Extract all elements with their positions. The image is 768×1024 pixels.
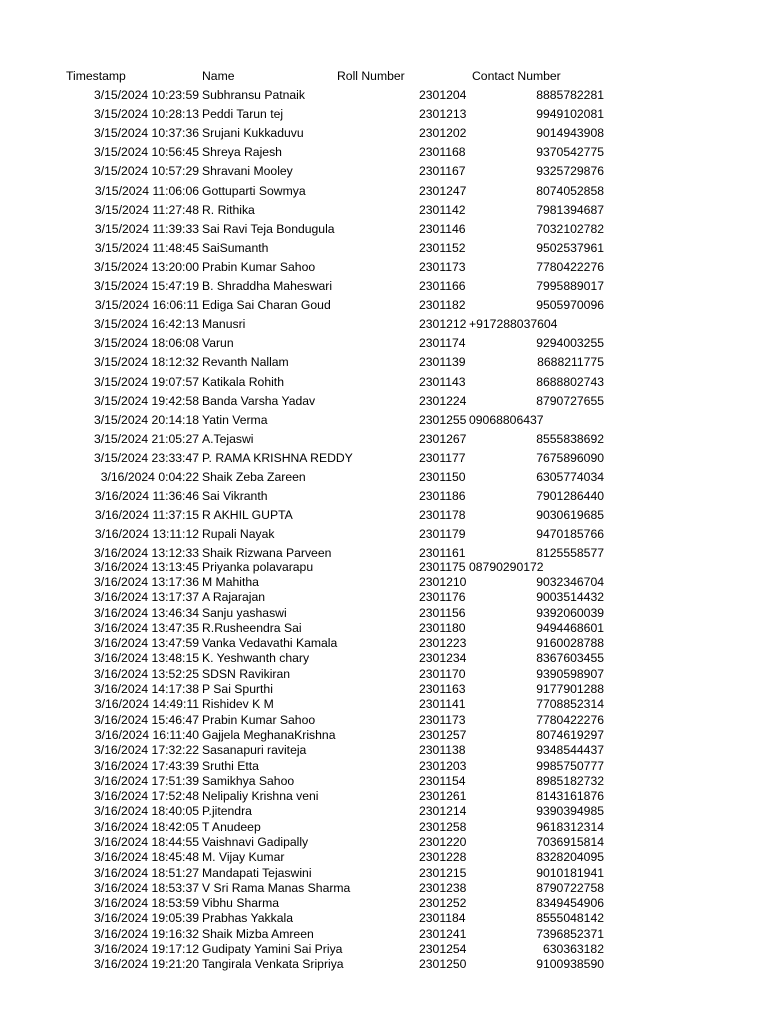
cell-timestamp: 3/15/2024 16:06:11	[94, 298, 199, 313]
table-row	[0, 88, 768, 103]
header-timestamp: Timestamp	[66, 69, 126, 83]
cell-timestamp: 3/15/2024 11:39:33	[94, 221, 199, 236]
cell-roll-number: 2301141	[419, 697, 466, 712]
cell-roll-number: 2301250	[419, 957, 467, 972]
cell-roll-number: 2301154	[419, 773, 466, 788]
cell-name: Sai Ravi Teja Bondugula	[202, 221, 335, 236]
table-row	[0, 355, 768, 370]
cell-name: Srujani Kukkaduvu	[202, 126, 304, 141]
cell-roll-number: 2301139	[419, 355, 466, 370]
cell-name: Nelipaliy Krishna veni	[202, 789, 319, 804]
table-row	[0, 260, 768, 275]
cell-roll-number: 2301215	[419, 865, 467, 880]
cell-timestamp: 3/16/2024 18:51:27	[93, 865, 199, 880]
cell-name: A.Tejaswi	[202, 431, 254, 446]
table-row	[0, 184, 768, 199]
cell-name: M Mahitha	[202, 575, 259, 589]
cell-name: Sanju yashaswi	[202, 605, 287, 620]
table-row	[0, 560, 768, 575]
cell-name: Vanka Vedavathi Kamala	[202, 636, 338, 651]
cell-timestamp: 3/16/2024 19:17:12	[93, 942, 199, 956]
cell-contact-number: 7032102782	[536, 221, 604, 236]
cell-timestamp: 3/16/2024 18:44:55	[93, 834, 199, 849]
cell-timestamp: 3/16/2024 19:05:39	[93, 911, 199, 926]
cell-contact-number: 8688211775	[537, 355, 604, 370]
cell-roll-number: 2301146	[419, 221, 466, 236]
cell-roll-number: 2301167	[419, 164, 466, 179]
cell-timestamp: 3/16/2024 18:53:37	[93, 880, 199, 895]
cell-contact-number: 8328204095	[536, 850, 604, 865]
cell-contact-number: 7780422276	[536, 712, 604, 727]
table-row	[0, 107, 768, 122]
cell-timestamp: 3/16/2024 17:43:39	[93, 758, 199, 773]
cell-roll-number: 2301174	[419, 336, 466, 351]
cell-timestamp: 3/16/2024 13:12:33	[93, 546, 199, 561]
cell-timestamp: 3/15/2024 23:33:47	[93, 450, 199, 465]
cell-roll-number: 2301186	[419, 489, 466, 504]
cell-timestamp: 3/15/2024 11:27:48	[94, 202, 199, 217]
cell-name: Peddi Tarun tej	[202, 107, 284, 122]
table-row	[0, 774, 768, 789]
table-row	[0, 508, 768, 523]
cell-contact-number: 9494468601	[536, 620, 604, 635]
cell-name: Rupali Nayak	[202, 527, 275, 542]
cell-contact-number: 8688802743	[536, 374, 604, 389]
cell-name: Sruthi Etta	[202, 758, 259, 773]
table-row	[0, 957, 768, 972]
cell-roll-number: 2301213	[419, 107, 467, 122]
cell-roll-number: 2301257	[419, 727, 467, 742]
cell-name: Mandapati Tejaswini	[202, 865, 312, 880]
cell-contact-number: 7036915814	[536, 834, 604, 849]
cell-timestamp: 3/15/2024 11:48:45	[94, 240, 199, 255]
cell-roll-number: 2301176	[419, 590, 466, 605]
cell-contact-number: 9030619685	[536, 508, 604, 523]
cell-roll-number: 2301138	[419, 743, 466, 758]
cell-timestamp: 3/16/2024 19:16:32	[93, 926, 199, 941]
cell-contact-number: 9003514432	[536, 590, 604, 605]
table-row	[0, 489, 768, 504]
header-name: Name	[202, 69, 235, 83]
cell-timestamp: 3/15/2024 10:56:45	[93, 145, 199, 160]
cell-contact-number: 9032346704	[536, 575, 604, 589]
cell-contact-number: 9010181941	[536, 865, 604, 880]
cell-contact-number: 7780422276	[536, 259, 604, 274]
cell-name: Varun	[202, 336, 234, 351]
cell-timestamp: 3/16/2024 13:52:25	[93, 666, 199, 681]
cell-contact-number: 7396852371	[536, 926, 604, 941]
table-row	[0, 636, 768, 651]
cell-timestamp: 3/16/2024 17:52:48	[93, 789, 199, 804]
cell-timestamp: 3/15/2024 10:57:29	[93, 164, 199, 179]
cell-timestamp: 3/16/2024 17:51:39	[93, 773, 199, 788]
cell-name: A Rajarajan	[202, 590, 266, 605]
table-row	[0, 241, 768, 256]
cell-name: Prabin Kumar Sahoo	[202, 259, 316, 274]
cell-timestamp: 3/16/2024 13:48:15	[93, 651, 199, 666]
cell-roll-number: 2301220	[419, 834, 467, 849]
cell-roll-number: 2301238	[419, 880, 467, 895]
table-row	[0, 804, 768, 819]
table-row	[0, 942, 768, 957]
table-row	[0, 470, 768, 485]
cell-contact-number: 9985750777	[536, 758, 604, 773]
cell-name: Banda Varsha Yadav	[202, 393, 316, 408]
cell-timestamp: 3/15/2024 10:37:36	[93, 126, 199, 141]
table-row	[0, 667, 768, 682]
cell-timestamp: 3/16/2024 0:04:22	[100, 470, 199, 484]
table-row	[0, 126, 768, 141]
cell-contact-number: 9370542775	[536, 145, 604, 160]
cell-name: Gajjela MeghanaKrishna	[202, 727, 336, 742]
cell-timestamp: 3/15/2024 13:20:00	[93, 259, 199, 274]
cell-contact-number: 8790722758	[536, 880, 604, 895]
header-roll-number: Roll Number	[337, 69, 405, 83]
cell-timestamp: 3/16/2024 13:47:59	[93, 636, 199, 651]
cell-roll-number: 2301163	[419, 682, 466, 696]
cell-name: K. Yeshwanth chary	[202, 651, 310, 666]
cell-timestamp: 3/15/2024 16:42:13	[93, 317, 199, 332]
cell-roll-number: 2301228	[419, 850, 467, 865]
cell-roll-number: 2301202	[419, 126, 467, 141]
cell-timestamp: 3/15/2024 11:06:06	[94, 183, 199, 198]
cell-timestamp: 3/16/2024 15:46:47	[93, 712, 199, 727]
cell-timestamp: 3/16/2024 16:11:40	[94, 727, 199, 742]
cell-name: R. Rithika	[202, 202, 255, 217]
cell-contact-number: 7675896090	[536, 450, 604, 465]
cell-contact-number: 8555048142	[536, 911, 604, 926]
cell-name: Shaik Rizwana Parveen	[202, 546, 332, 561]
cell-roll-number: 2301241	[419, 926, 467, 941]
cell-contact-number: 9505970096	[536, 298, 604, 313]
cell-roll-number: 2301166	[419, 279, 466, 293]
cell-contact-number: 8143161876	[536, 789, 604, 804]
cell-timestamp: 3/15/2024 19:07:57	[93, 374, 199, 389]
table-row	[0, 606, 768, 621]
cell-contact-number: 7708852314	[536, 697, 604, 712]
cell-roll-number: 2301261	[419, 789, 467, 804]
cell-name: Vaishnavi Gadipally	[202, 834, 309, 849]
cell-contact-number: 8790727655	[536, 393, 604, 408]
cell-name: Prabin Kumar Sahoo	[202, 712, 316, 727]
cell-name: Gudipaty Yamini Sai Priya	[202, 942, 343, 956]
cell-roll-number: 2301170	[419, 666, 466, 681]
cell-timestamp: 3/16/2024 14:49:11	[94, 697, 199, 712]
table-row	[0, 927, 768, 942]
cell-name: P Sai Spurthi	[202, 682, 273, 696]
cell-contact-number: 8125558577	[536, 546, 604, 561]
cell-contact-number: 08790290172	[469, 559, 544, 574]
cell-roll-number: 2301161	[419, 546, 466, 561]
cell-roll-number: 2301204	[419, 88, 467, 102]
table-row	[0, 222, 768, 237]
cell-timestamp: 3/16/2024 13:13:45	[93, 559, 199, 574]
cell-roll-number: 2301152	[419, 240, 466, 255]
cell-name: Priyanka polavarapu	[202, 559, 314, 574]
table-row	[0, 743, 768, 758]
cell-name: SaiSumanth	[202, 240, 269, 255]
cell-name: Ediga Sai Charan Goud	[202, 298, 331, 313]
cell-roll-number: 2301168	[419, 145, 466, 160]
cell-contact-number: 9160028788	[536, 636, 604, 651]
cell-roll-number: 2301254	[419, 942, 467, 956]
table-row	[0, 651, 768, 666]
cell-timestamp: 3/16/2024 11:36:46	[94, 489, 199, 504]
cell-timestamp: 3/16/2024 19:21:20	[93, 957, 199, 972]
table-row	[0, 820, 768, 835]
cell-timestamp: 3/15/2024 21:05:27	[93, 431, 199, 446]
cell-timestamp: 3/15/2024 10:23:59	[93, 88, 199, 102]
cell-roll-number: 2301252	[419, 896, 467, 911]
table-row	[0, 759, 768, 774]
cell-contact-number: 8367603455	[536, 651, 604, 666]
cell-contact-number: 9392060039	[536, 605, 604, 620]
cell-timestamp: 3/15/2024 19:42:58	[93, 393, 199, 408]
table-row	[0, 728, 768, 743]
table-row	[0, 911, 768, 926]
cell-name: Sai Vikranth	[202, 489, 268, 504]
cell-timestamp: 3/16/2024 14:17:38	[93, 682, 199, 696]
table-row	[0, 145, 768, 160]
cell-name: SDSN Ravikiran	[202, 666, 291, 681]
cell-contact-number: 9949102081	[536, 107, 604, 122]
cell-timestamp: 3/16/2024 13:17:37	[93, 590, 199, 605]
cell-contact-number: +917288037604	[469, 317, 558, 332]
table-row	[0, 451, 768, 466]
table-row	[0, 298, 768, 313]
table-row	[0, 850, 768, 865]
cell-contact-number: 9470185766	[536, 527, 604, 542]
table-row	[0, 317, 768, 332]
cell-roll-number: 2301179	[419, 527, 466, 542]
cell-name: T Anudeep	[202, 819, 261, 834]
cell-contact-number: 9390598907	[536, 666, 604, 681]
cell-roll-number: 2301203	[419, 758, 467, 773]
cell-roll-number: 2301258	[419, 819, 467, 834]
table-row	[0, 881, 768, 896]
cell-contact-number: 8349454906	[536, 896, 604, 911]
cell-name: P. RAMA KRISHNA REDDY	[202, 450, 353, 465]
cell-roll-number: 2301223	[419, 636, 467, 651]
table-row	[0, 432, 768, 447]
cell-name: B. Shraddha Maheswari	[202, 279, 333, 293]
cell-roll-number: 2301180	[419, 620, 466, 635]
table-row	[0, 621, 768, 636]
cell-name: Yatin Verma	[202, 412, 268, 427]
cell-name: Samikhya Sahoo	[202, 773, 295, 788]
cell-roll-number: 2301143	[419, 374, 466, 389]
table-row	[0, 527, 768, 542]
cell-name: Sasanapuri raviteja	[202, 743, 307, 758]
table-row	[0, 203, 768, 218]
cell-timestamp: 3/16/2024 18:45:48	[93, 850, 199, 865]
cell-timestamp: 3/16/2024 11:37:15	[94, 508, 199, 523]
cell-contact-number: 9100938590	[536, 957, 604, 972]
cell-contact-number: 7981394687	[536, 202, 604, 217]
cell-timestamp: 3/16/2024 13:46:34	[93, 605, 199, 620]
cell-name: Shreya Rajesh	[202, 145, 282, 160]
table-row	[0, 575, 768, 590]
cell-roll-number: 2301150	[419, 470, 466, 484]
cell-timestamp: 3/16/2024 13:11:12	[94, 527, 199, 542]
cell-roll-number: 2301267	[419, 431, 467, 446]
cell-roll-number: 2301175	[419, 559, 466, 574]
cell-roll-number: 2301177	[419, 450, 466, 465]
cell-name: Katikala Rohith	[202, 374, 284, 389]
cell-contact-number: 8985182732	[536, 773, 604, 788]
cell-timestamp: 3/16/2024 13:47:35	[93, 620, 199, 635]
cell-timestamp: 3/15/2024 10:28:13	[93, 107, 199, 122]
cell-name: Rishidev K M	[202, 697, 274, 712]
cell-name: V Sri Rama Manas Sharma	[202, 880, 351, 895]
table-row	[0, 413, 768, 428]
cell-name: Vibhu Sharma	[202, 896, 280, 911]
cell-roll-number: 2301184	[419, 911, 466, 926]
cell-contact-number: 8885782281	[536, 88, 604, 102]
cell-roll-number: 2301255	[419, 412, 467, 427]
cell-name: Subhransu Patnaik	[202, 88, 305, 102]
cell-name: Tangirala Venkata Sripriya	[202, 957, 344, 972]
header-contact-number: Contact Number	[472, 69, 561, 83]
cell-name: P.jitendra	[202, 804, 252, 819]
cell-roll-number: 2301178	[419, 508, 466, 523]
cell-timestamp: 3/16/2024 13:17:36	[93, 575, 199, 589]
table-row	[0, 835, 768, 850]
cell-contact-number: 8074619297	[536, 727, 604, 742]
cell-contact-number: 8555838692	[536, 431, 604, 446]
table-row	[0, 279, 768, 294]
cell-name: Gottuparti Sowmya	[202, 183, 306, 198]
cell-name: Revanth Nallam	[202, 355, 289, 370]
cell-contact-number: 630363182	[542, 942, 604, 956]
cell-contact-number: 7901286440	[536, 489, 604, 504]
cell-contact-number: 9348544437	[536, 743, 604, 758]
cell-contact-number: 9390394985	[536, 804, 604, 819]
cell-roll-number: 2301234	[419, 651, 467, 666]
cell-roll-number: 2301247	[419, 183, 467, 198]
cell-name: Shaik Mizba Amreen	[202, 926, 314, 941]
cell-contact-number: 9294003255	[536, 336, 604, 351]
cell-timestamp: 3/16/2024 17:32:22	[93, 743, 199, 758]
table-row	[0, 682, 768, 697]
table-row	[0, 590, 768, 605]
cell-name: R.Rusheendra Sai	[202, 620, 302, 635]
cell-roll-number: 2301156	[419, 605, 466, 620]
cell-contact-number: 6305774034	[536, 470, 604, 484]
cell-name: Shaik Zeba Zareen	[202, 470, 306, 484]
table-row	[0, 375, 768, 390]
cell-contact-number: 9325729876	[536, 164, 604, 179]
table-row	[0, 164, 768, 179]
cell-roll-number: 2301214	[419, 804, 467, 819]
cell-name: Manusri	[202, 317, 246, 332]
cell-name: M. Vijay Kumar	[202, 850, 285, 865]
table-row	[0, 896, 768, 911]
cell-timestamp: 3/15/2024 20:14:18	[93, 412, 199, 427]
cell-contact-number: 9618312314	[536, 819, 604, 834]
cell-contact-number: 9014943908	[536, 126, 604, 141]
cell-contact-number: 8074052858	[536, 183, 604, 198]
table-row	[0, 697, 768, 712]
cell-timestamp: 3/15/2024 18:12:32	[93, 355, 199, 370]
cell-timestamp: 3/16/2024 18:53:59	[93, 896, 199, 911]
table-row	[0, 789, 768, 804]
cell-name: Shravani Mooley	[202, 164, 293, 179]
cell-contact-number: 7995889017	[536, 279, 604, 293]
cell-roll-number: 2301210	[419, 575, 467, 589]
cell-roll-number: 2301182	[419, 298, 466, 313]
cell-roll-number: 2301173	[419, 259, 466, 274]
cell-roll-number: 2301142	[419, 202, 466, 217]
cell-timestamp: 3/16/2024 18:42:05	[93, 819, 199, 834]
cell-contact-number: 9177901288	[536, 682, 604, 696]
cell-contact-number: 9502537961	[536, 240, 604, 255]
table-row	[0, 866, 768, 881]
table-row	[0, 336, 768, 351]
cell-name: R AKHIL GUPTA	[202, 508, 293, 523]
cell-timestamp: 3/15/2024 18:06:08	[93, 336, 199, 351]
cell-contact-number: 09068806437	[469, 412, 544, 427]
cell-roll-number: 2301212	[419, 317, 467, 332]
table-row	[0, 394, 768, 409]
table-row	[0, 713, 768, 728]
cell-name: Prabhas Yakkala	[202, 911, 294, 926]
cell-roll-number: 2301173	[419, 712, 466, 727]
cell-timestamp: 3/15/2024 15:47:19	[93, 279, 199, 293]
cell-timestamp: 3/16/2024 18:40:05	[93, 804, 199, 819]
cell-roll-number: 2301224	[419, 393, 467, 408]
